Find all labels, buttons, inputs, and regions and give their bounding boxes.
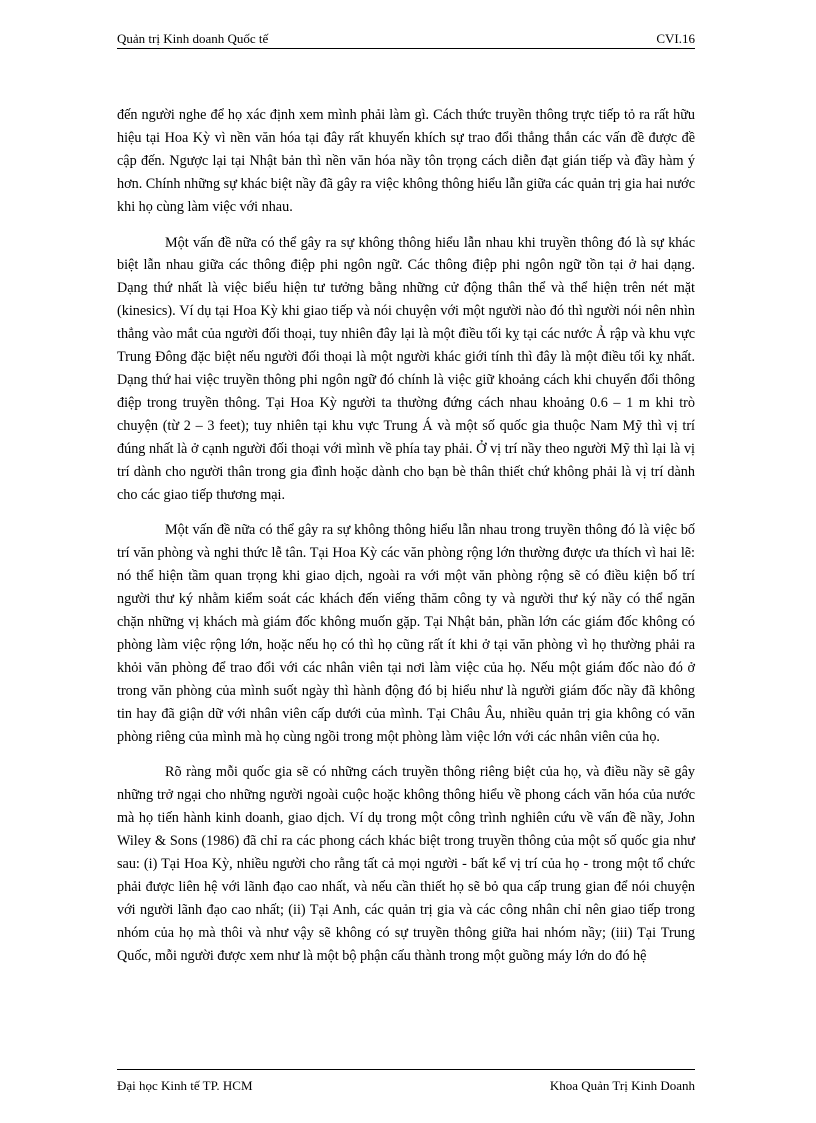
- paragraph-communication-styles: Rõ ràng mỗi quốc gia sẽ có những cách truyền thông riêng biệt của họ, và điều nầy sẽ gây những trở ngại cho những người ngoài cuộc hoặc không thông hiểu về phong cách văn hóa của nước mà họ tiến hành kinh doanh, giao dịch. Ví dụ trong một công trình nghiên cứu về vấn đề nầy, John Wiley & Sons (1986) đã chỉ ra các phong cách khác biệt trong truyền thông của một số quốc gia như sau: (i) Tại Hoa Kỳ, nhiều người cho rằng tất cả mọi người - bất kể vị trí của họ - trong một tổ chức phải được liên hệ với lãnh đạo cao nhất, và nếu cần thiết họ sẽ bỏ qua cấp trung gian để nói chuyện với người lãnh đạo cao nhất; (ii) Tại Anh, các quản trị gia và các công nhân chỉ nên giao tiếp trong nhóm của họ mà thôi và như vậy sẽ không có sự truyền thông giữa hai nhóm nầy; (iii) Tại Trung Quốc, mỗi người được xem như là một bộ phận cấu thành trong một guồng máy lớn do đó hệ: [117, 764, 695, 964]
- header-page-code: CVI.16: [656, 31, 695, 46]
- footer-university: Đại học Kinh tế TP. HCM: [117, 1078, 253, 1093]
- paragraph-nonverbal: Một vấn đề nữa có thể gây ra sự không thông hiểu lẫn nhau khi truyền thông đó là sự khác biệt lẫn nhau giữa các thông điệp phi ngôn ngữ. Các thông điệp phi ngôn ngữ tồn tại ở hai dạng. Dạng thứ nhất là việc biểu hiện tư tưởng bằng những cử động thân thể và thể hiện trên nét mặt (kinesics). Ví dụ tại Hoa Kỳ khi giao tiếp và nói chuyện với một người nào đó thì người nói nên nhìn thẳng vào mắt của người đối thoại, tuy nhiên đây lại là một điều tối kỵ tại các nước Ả rập và khu vực Trung Đông đặc biệt nếu người đối thoại là một người khác giới tính thì đây là một điều tối kỵ nhất. Dạng thứ hai việc truyền thông phi ngôn ngữ đó chính là việc giữ khoảng cách khi chuyển đổi thông điệp trong truyền thông. Tại Hoa Kỳ người ta thường đứng cách nhau khoảng 0.6 – 1 m khi trò chuyện (từ 2 – 3 feet); tuy nhiên tại khu vực Trung Á và một số quốc gia thuộc Nam Mỹ thì vị trí đúng nhất là ở cạnh người đối thoại với mình về phía tay phải. Ở vị trí nầy theo người Mỹ thì lại là vị trí dành cho người thân trong gia đình hoặc dành cho bạn bè thân thiết chứ không phải là vị trí dành cho các giao tiếp thương mại.: [117, 234, 695, 503]
- paragraph-office-layout: Một vấn đề nữa có thể gây ra sự không thông hiểu lẫn nhau trong truyền thông đó là việc bố trí văn phòng và nghi thức lễ tân. Tại Hoa Kỳ các văn phòng rộng lớn thường được ưa thích vì hai lẽ: nó thể hiện tầm quan trọng khi giao dịch, ngoài ra với một văn phòng rộng sẽ có điều kiện bố trí người thư ký nhằm kiểm soát các khách đến viếng thăm công ty và người thư ký nầy có thể ngăn chặn những vị khách mà giám đốc không muốn gặp. Tại Nhật bản, phần lớn các giám đốc không có phòng làm việc rộng lớn, hoặc nếu họ có thì họ cũng rất ít khi ở tại văn phòng vì họ thường phải ra khỏi văn phòng để trao đổi với các nhân viên tại nơi làm việc của họ. Nếu một giám đốc nào đó ở trong văn phòng của mình suốt ngày thì hành động đó bị hiểu như là người giám đốc nầy đã không tin hay đã giận dữ với nhân viên cấp dưới của mình. Tại Châu Âu, nhiều quản trị gia không có văn phòng riêng của mình mà họ cùng ngồi trong một phòng làm việc lớn với các nhân viên của họ.: [117, 522, 695, 745]
- header-course-title: Quản trị Kinh doanh Quốc tế: [117, 31, 269, 46]
- document-body: [117, 104, 695, 981]
- page-header: [117, 26, 695, 49]
- page-footer: [117, 1069, 695, 1094]
- footer-faculty: Khoa Quản Trị Kinh Doanh: [549, 1078, 695, 1093]
- paragraph-continuation: đến người nghe để họ xác định xem mình phải làm gì. Cách thức truyền thông trực tiếp tỏ ra rất hữu hiệu tại Hoa Kỳ vì nền văn hóa tại đây rất khuyến khích sự trao đổi thẳng thắn các vấn đề được đề cập đến. Ngược lại tại Nhật bản thì nền văn hóa nầy tôn trọng cách diễn đạt gián tiếp và đầy hàm ý hơn. Chính những sự khác biệt nầy đã gây ra việc không thông hiểu lẫn giữa các quản trị gia hai nước khi họ cùng làm việc với nhau.: [117, 107, 695, 215]
